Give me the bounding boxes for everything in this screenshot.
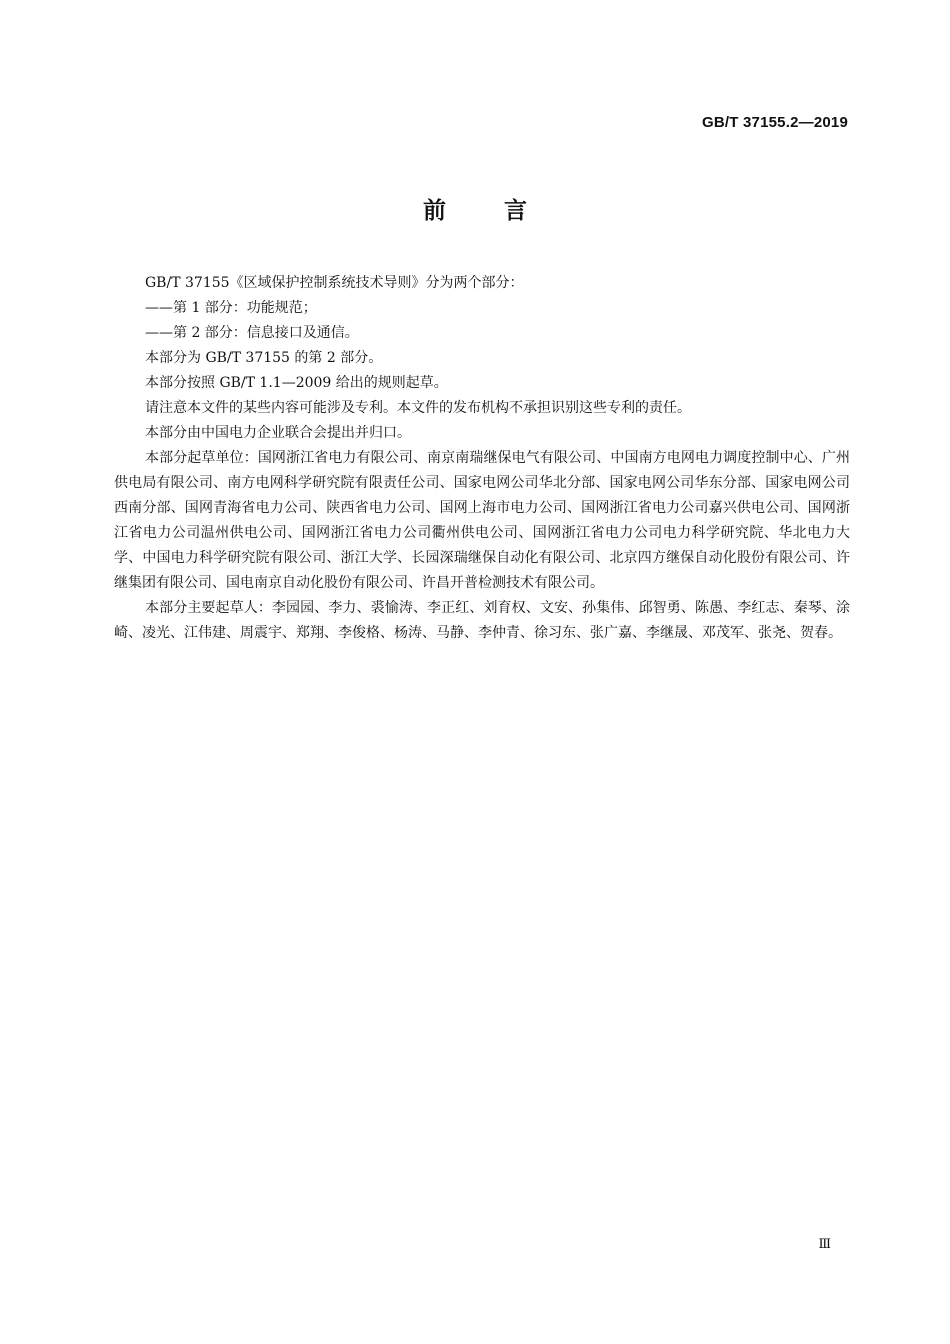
- paragraph-this-part: 本部分为 GB/T 37155 的第 2 部分。: [145, 350, 383, 366]
- page-number: Ⅲ: [818, 1236, 830, 1251]
- paragraph-patent-notice: 请注意本文件的某些内容可能涉及专利。本文件的发布机构不承担识别这些专利的责任。: [145, 400, 691, 416]
- paragraph-drafting-rules: 本部分按照 GB/T 1.1—2009 给出的规则起草。: [145, 375, 448, 391]
- standard-code: GB/T 37155.2—2019: [702, 114, 848, 131]
- page-title: 前言: [423, 198, 585, 224]
- paragraph-standard-parts: GB/T 37155《区域保护控制系统技术导则》分为两个部分：: [145, 275, 524, 291]
- paragraph-proposed-by: 本部分由中国电力企业联合会提出并归口。: [145, 425, 411, 441]
- paragraph-main-drafters: 本部分主要起草人：李园园、李力、裘愉涛、李正红、刘育权、文安、孙集伟、邱智勇、陈愚、李红志、秦琴、涂崎、凌光、江伟建、周震宇、郑翔、李俊格、杨涛、马静、李仲青、徐习东、张广嘉、李继晟、邓茂军、张尧、贺春。: [114, 600, 850, 641]
- foreword-body: [114, 271, 850, 646]
- paragraph-part-1: ——第 1 部分：功能规范；: [145, 300, 317, 316]
- paragraph-drafting-units: 本部分起草单位：国网浙江省电力有限公司、南京南瑞继保电气有限公司、中国南方电网电力调度控制中心、广州供电局有限公司、南方电网科学研究院有限责任公司、国家电网公司华北分部、国家电网公司华东分部、国家电网公司西南分部、国网青海省电力公司、陕西省电力公司、国网上海市电力公司、国网浙江省电力公司嘉兴供电公司、国网浙江省电力公司温州供电公司、国网浙江省电力公司衢州供电公司、国网浙江省电力公司电力科学研究院、华北电力大学、中国电力科学研究院有限公司、浙江大学、长园深瑞继保自动化有限公司、北京四方继保自动化股份有限公司、许继集团有限公司、国电南京自动化股份有限公司、许昌开普检测技术有限公司。: [114, 450, 850, 591]
- paragraph-part-2: ——第 2 部分：信息接口及通信。: [145, 325, 359, 341]
